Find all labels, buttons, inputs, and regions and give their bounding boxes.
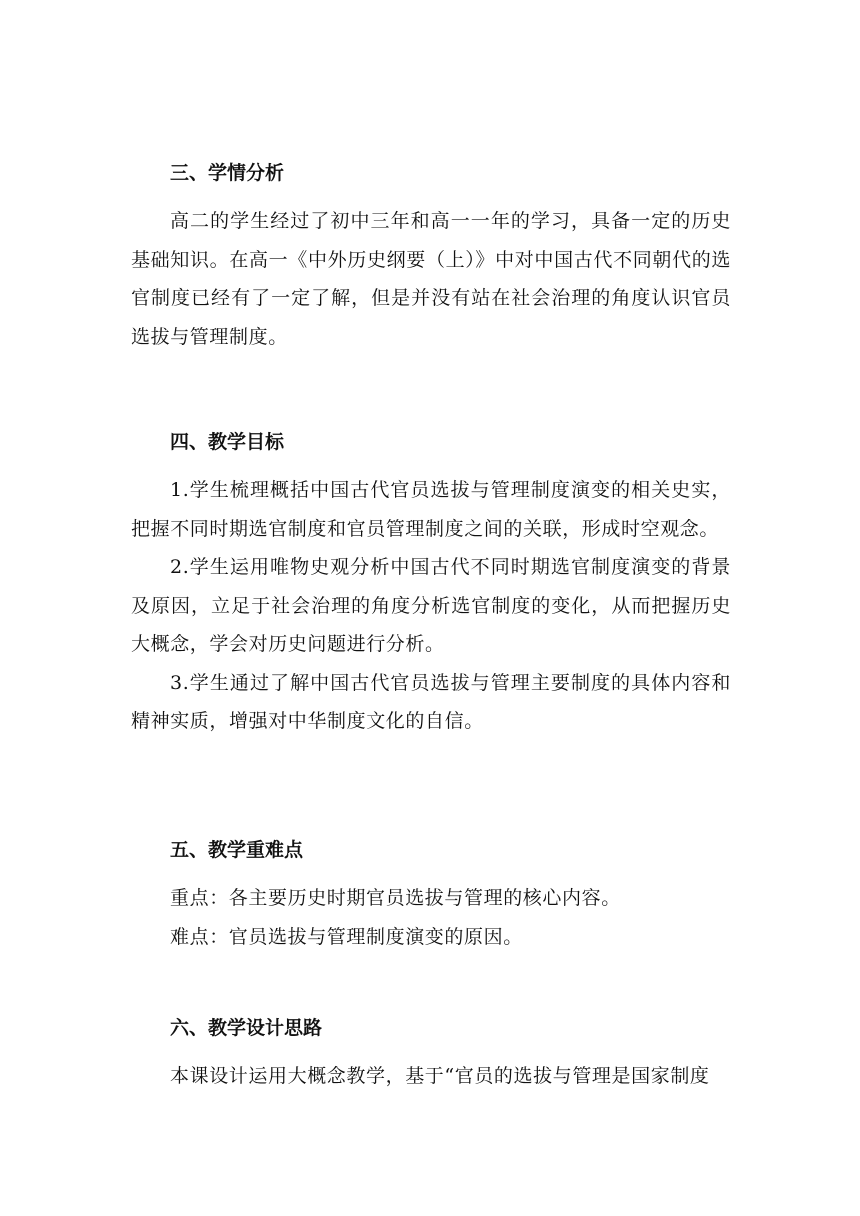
section-key-points bbox=[131, 838, 731, 956]
section-design-idea bbox=[131, 1016, 731, 1096]
section-heading: 五、教学重难点 bbox=[170, 839, 304, 861]
paragraph-difficult-point: 难点：官员选拔与管理制度演变的原因。 bbox=[170, 925, 523, 948]
paragraph-goal-3: 3.学生通过了解中国古代官员选拔与管理主要制度的具体内容和精神实质，增强对中华制度文化的自信。 bbox=[131, 671, 731, 732]
section-heading: 六、教学设计思路 bbox=[170, 1017, 323, 1039]
paragraph-goal-2: 2.学生运用唯物史观分析中国古代不同时期选官制度演变的背景及原因，立足于社会治理的角度分析选官制度的变化，从而把握历史大概念，学会对历史问题进行分析。 bbox=[131, 556, 731, 655]
paragraph: 高二的学生经过了初中三年和高一一年的学习，具备一定的历史基础知识。在高一《中外历史纲要（上）》中对中国古代不同朝代的选官制度已经有了一定了解，但是并没有站在社会治理的角度认识官员选拔与管理制度。 bbox=[131, 210, 731, 348]
paragraph-goal-1: 1.学生梳理概括中国古代官员选拔与管理制度演变的相关史实，把握不同时期选官制度和官员管理制度之间的关联，形成时空观念。 bbox=[131, 479, 731, 540]
section-heading: 四、教学目标 bbox=[170, 431, 285, 453]
paragraph-key-point: 重点：各主要历史时期官员选拔与管理的核心内容。 bbox=[170, 887, 621, 909]
section-learning-analysis bbox=[131, 161, 731, 356]
section-teaching-goals bbox=[131, 430, 731, 741]
section-heading: 三、学情分析 bbox=[170, 162, 285, 184]
paragraph: 本课设计运用大概念教学，基于“官员的选拔与管理是国家制度 bbox=[170, 1065, 710, 1087]
